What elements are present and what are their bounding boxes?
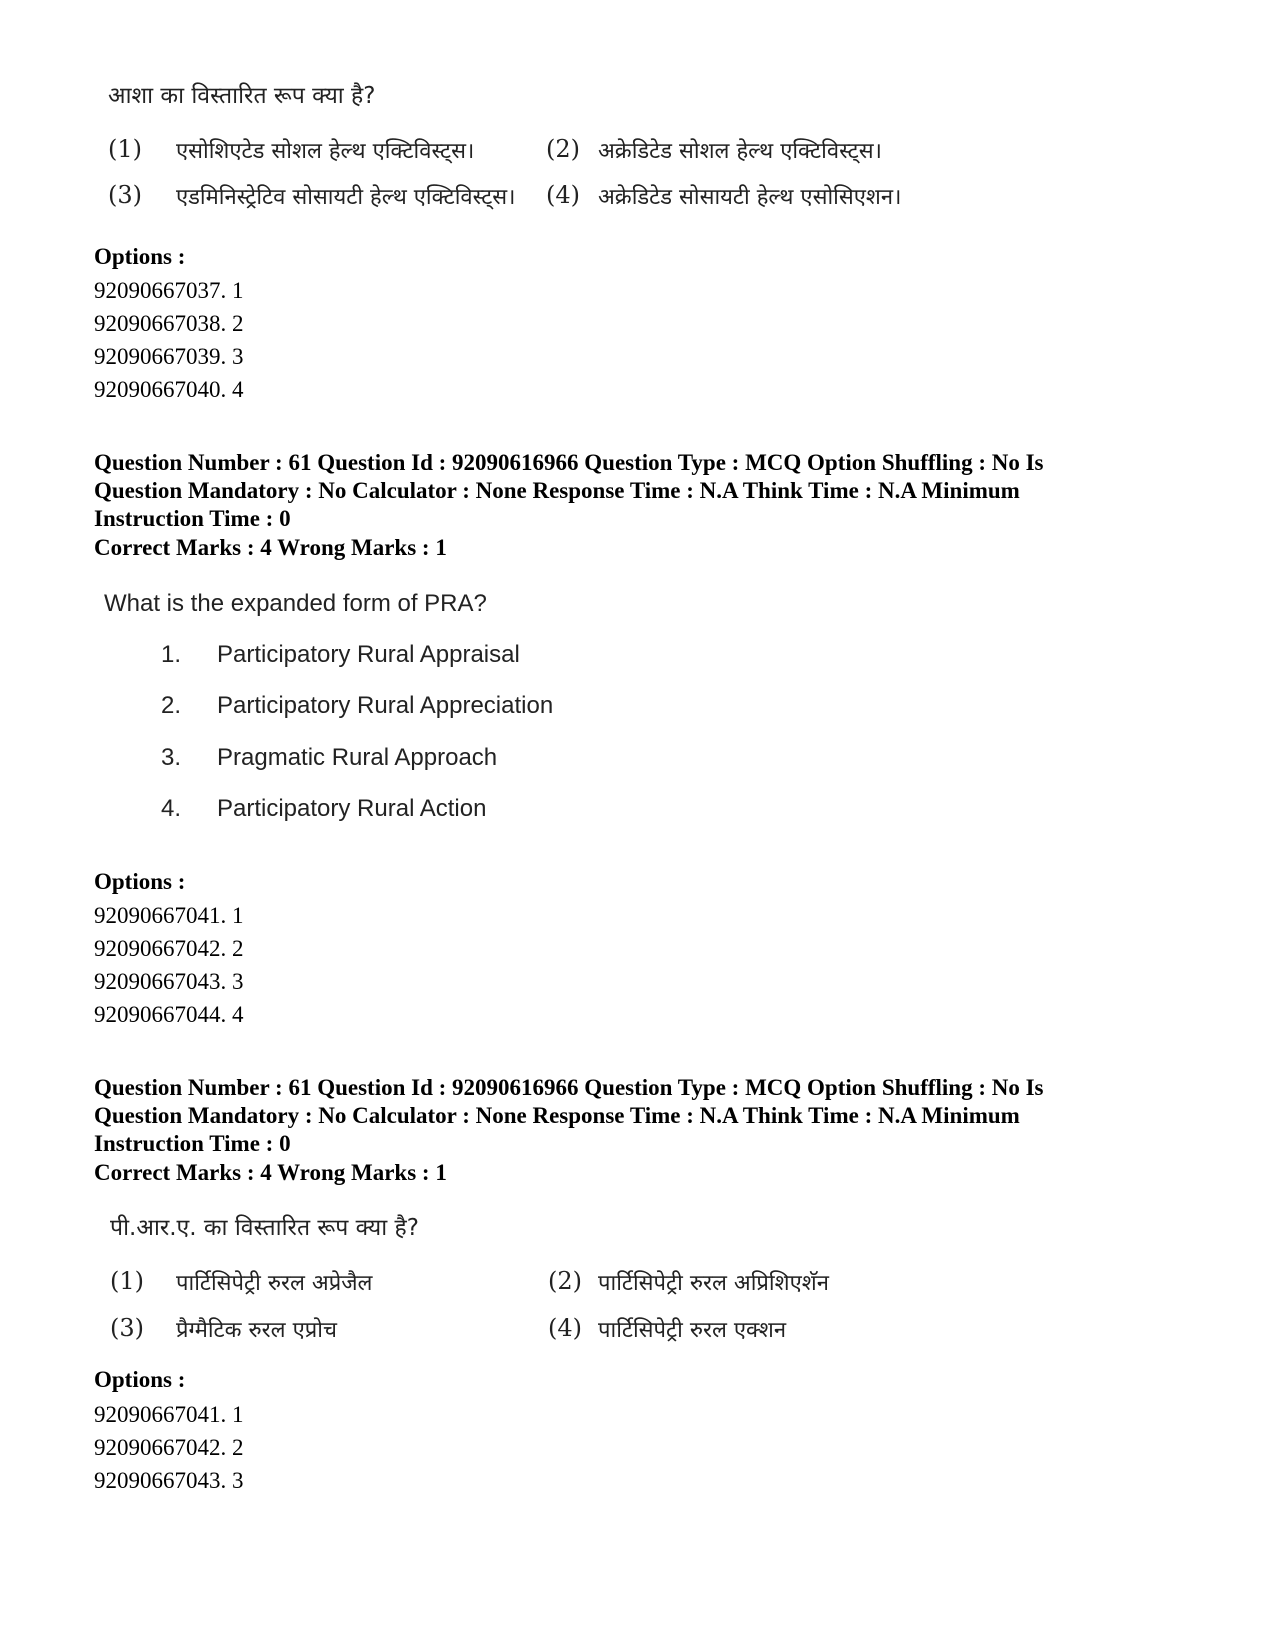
choice-number: (4) bbox=[546, 181, 580, 209]
question-meta-line: Instruction Time : 0 bbox=[94, 1131, 291, 1156]
choice-number: (1) bbox=[108, 135, 142, 163]
option-item: 92090667043. 3 bbox=[94, 969, 244, 994]
options-list bbox=[94, 1398, 244, 1497]
question-text-hindi: आशा का विस्तारित रूप क्या है? bbox=[108, 83, 376, 109]
options-label: Options : bbox=[94, 244, 186, 269]
choice-text: Pragmatic Rural Approach bbox=[217, 744, 498, 771]
option-item: 92090667042. 2 bbox=[94, 1435, 244, 1460]
choice-number: (4) bbox=[548, 1314, 582, 1342]
choice-text: Participatory Rural Action bbox=[217, 795, 487, 822]
choice-text: पार्टिसिपेट्री रुरल अप्रेजैल bbox=[176, 1271, 373, 1296]
question-meta-line: Instruction Time : 0 bbox=[94, 506, 291, 531]
choice-text: प्रैग्मैटिक रुरल एप्रोच bbox=[176, 1318, 337, 1343]
question-meta-line: Question Mandatory : No Calculator : None Response Time : N.A Think Time : N.A Minimum bbox=[94, 478, 1020, 503]
question-meta-line: Question Mandatory : No Calculator : None Response Time : N.A Think Time : N.A Minimum bbox=[94, 1103, 1020, 1128]
choice-number: (3) bbox=[110, 1314, 144, 1342]
choice-text: एसोशिएटेड सोशल हेल्थ एक्टिविस्ट्स। bbox=[176, 139, 475, 164]
option-item: 92090667041. 1 bbox=[94, 1402, 244, 1427]
options-list bbox=[94, 899, 244, 1031]
choice-number: (2) bbox=[546, 135, 580, 163]
choice-text: पार्टिसिपेट्री रुरल एक्शन bbox=[598, 1318, 787, 1343]
option-item: 92090667044. 4 bbox=[94, 1002, 244, 1027]
choice-number: 3. bbox=[161, 744, 182, 771]
options-label: Options : bbox=[94, 1367, 186, 1392]
choice-text: अक्रेडिटेड सोशल हेल्थ एक्टिविस्ट्स। bbox=[598, 139, 882, 164]
question-meta bbox=[94, 449, 1174, 533]
question-text-english: What is the expanded form of PRA? bbox=[104, 590, 487, 617]
option-item: 92090667042. 2 bbox=[94, 936, 244, 961]
choice-text: Participatory Rural Appraisal bbox=[217, 641, 520, 668]
options-list bbox=[94, 274, 244, 406]
choice-text: पार्टिसिपेट्री रुरल अप्रिशिएशॅन bbox=[598, 1271, 829, 1296]
choice-text: एडमिनिस्ट्रेटिव सोसायटी हेल्थ एक्टिविस्ट्स। bbox=[176, 185, 516, 210]
option-item: 92090667043. 3 bbox=[94, 1468, 244, 1493]
option-item: 92090667041. 1 bbox=[94, 903, 244, 928]
question-meta-line: Question Number : 61 Question Id : 92090616966 Question Type : MCQ Option Shuffling : No Is bbox=[94, 1075, 1044, 1100]
question-text-hindi: पी.आर.ए. का विस्तारित रूप क्या है? bbox=[110, 1215, 419, 1241]
choice-number: (3) bbox=[108, 181, 142, 209]
option-item: 92090667037. 1 bbox=[94, 278, 244, 303]
choice-text: अक्रेडिटेड सोसायटी हेल्थ एसोसिएशन। bbox=[598, 185, 902, 210]
choice-number: 2. bbox=[161, 692, 182, 719]
choice-number: 1. bbox=[161, 641, 182, 668]
choice-number: 4. bbox=[161, 795, 182, 822]
option-item: 92090667038. 2 bbox=[94, 311, 244, 336]
options-label: Options : bbox=[94, 869, 186, 894]
choice-number: (1) bbox=[110, 1267, 144, 1295]
marks-info: Correct Marks : 4 Wrong Marks : 1 bbox=[94, 1160, 447, 1185]
question-meta bbox=[94, 1074, 1174, 1158]
question-meta-line: Question Number : 61 Question Id : 92090616966 Question Type : MCQ Option Shuffling : No Is bbox=[94, 450, 1044, 475]
choice-number: (2) bbox=[548, 1267, 582, 1295]
option-item: 92090667040. 4 bbox=[94, 377, 244, 402]
option-item: 92090667039. 3 bbox=[94, 344, 244, 369]
choice-text: Participatory Rural Appreciation bbox=[217, 692, 554, 719]
marks-info: Correct Marks : 4 Wrong Marks : 1 bbox=[94, 535, 447, 560]
